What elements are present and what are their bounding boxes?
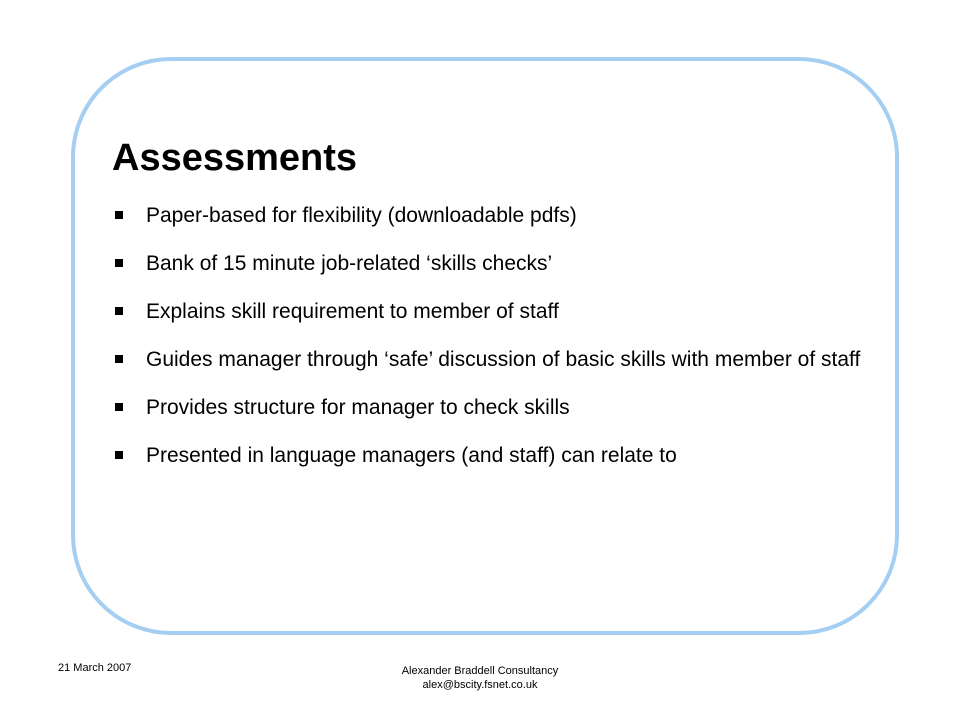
footer-credits	[0, 664, 960, 692]
bullet-text: Paper-based for flexibility (downloadable pdfs)	[146, 204, 577, 227]
square-bullet-icon	[115, 259, 123, 267]
bullet-text: Guides manager through ‘safe’ discussion of basic skills with member of staff	[146, 348, 861, 371]
bullet-item	[112, 296, 872, 328]
square-bullet-icon	[115, 451, 123, 459]
square-bullet-icon	[115, 307, 123, 315]
footer-email: alex@bscity.fsnet.co.uk	[422, 679, 538, 691]
bullet-item	[112, 392, 872, 424]
footer-date: 21 March 2007	[58, 662, 132, 674]
bullet-item	[112, 200, 872, 232]
square-bullet-icon	[115, 211, 123, 219]
bullet-text: Provides structure for manager to check skills	[146, 396, 570, 419]
bullet-item	[112, 248, 872, 280]
bullet-text: Bank of 15 minute job-related ‘skills checks’	[146, 252, 553, 275]
bullet-text: Presented in language managers (and staff) can relate to	[146, 444, 677, 467]
slide-title: Assessments	[112, 137, 358, 179]
bullet-list	[112, 200, 872, 488]
bullet-text: Explains skill requirement to member of staff	[146, 300, 559, 323]
bullet-item	[112, 440, 872, 472]
square-bullet-icon	[115, 403, 123, 411]
footer-company: Alexander Braddell Consultancy	[401, 665, 559, 677]
square-bullet-icon	[115, 355, 123, 363]
bullet-item	[112, 344, 872, 376]
